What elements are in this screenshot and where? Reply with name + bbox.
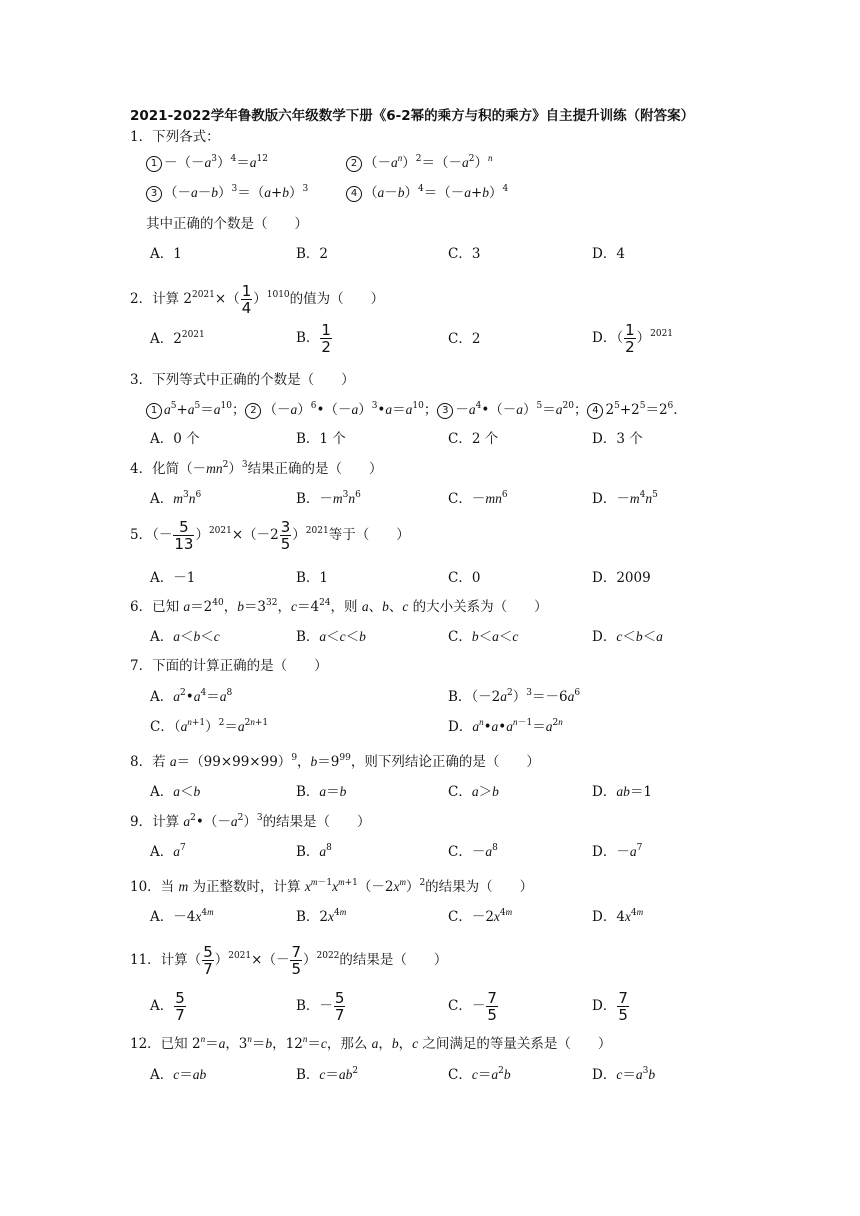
q1-item-2: 2 $(-a^n)^2=(-a^2)^n$	[346, 154, 492, 172]
q5-option-b: B．1	[296, 570, 329, 586]
q4-option-b: B．$-m^3n^6$	[296, 490, 361, 507]
q6-option-b: B．a＜c＜b	[296, 629, 366, 645]
q3-statements: 1 $a^5+a^5=a^{10}$； 2 $(-a)^6•(-a)^3•a=a^{10}$； $3 -a^4•(-a)^5=a^{20}$； 4 $2^5+2^5=2^6$.	[146, 401, 678, 419]
q3-option-a: A．0 个	[150, 431, 200, 447]
q1-stem: 1．下列各式：	[130, 129, 220, 145]
q11-option-b: B．－ $\frac{5}{7}$	[296, 989, 345, 1024]
q2-option-c: C．2	[448, 331, 481, 347]
q7-option-a: A．$a^2•a^4=a^8$	[150, 688, 233, 705]
q3-option-c: C．2 个	[448, 431, 499, 447]
q3-option-d: D．3 个	[592, 431, 643, 447]
q10-option-d: D．$4x^{4m}$	[592, 907, 644, 925]
q8-option-c: C．a＞b	[448, 784, 499, 800]
q12-option-b: B．$c=ab^2$	[296, 1066, 359, 1083]
q9-stem: 9．计算 $a^2•(-a^2)^3$的结果是（ ）	[130, 813, 371, 830]
q2-stem: 2．计算 $2^{2021}\times$（ $\frac{1}{4}$ ）$^{1010}$的值为（ ）	[130, 282, 385, 317]
q8-option-b: B．a＝b	[296, 784, 347, 800]
document-title: 2021-2022学年鲁教版六年级数学下册《6-2幂的乘方与积的乘方》自主提升训练（附答案）	[130, 108, 695, 124]
q9-option-a: A．$a^7$	[150, 843, 186, 860]
q4-stem: 4．化简$(-mn^2)^3$结果正确的是（ ）	[130, 460, 383, 477]
q7-option-b: B．$(-2a^2)^3=-6a^6$	[448, 688, 581, 705]
q12-option-c: C．$c=a^2b$	[448, 1066, 511, 1083]
q1-option-d: D．4	[592, 246, 625, 262]
q11-option-c: C．－ $\frac{7}{5}$	[448, 989, 497, 1024]
q12-option-d: D．$c=a^3b$	[592, 1066, 656, 1083]
q1-option-c: C．3	[448, 246, 481, 262]
q9-option-b: B．$a^8$	[296, 843, 332, 860]
q10-stem: 10．当 m 为正整数时，计算 $x^{m-1}x^{m+1}(-2x^m)^2$的结果为（ ）	[130, 877, 534, 895]
q3-option-b: B．1 个	[296, 431, 346, 447]
q4-option-d: D．$-m^4n^5$	[592, 490, 658, 507]
q10-option-a: A．$-4x^{4m}$	[150, 907, 214, 925]
q6-stem: 6．已知 $a=2^{40}$，$b=3^{32}$，$c=4^{24}$，则 a、b、c 的大小关系为（ ）	[130, 598, 548, 615]
q5-option-d: D．2009	[592, 570, 651, 586]
q2-option-d: D．（ $\frac{1}{2}$ ）$^{2021}$	[592, 321, 674, 356]
q7-option-c: C．$(a^{n+1})^2=a^{2n+1}$	[150, 717, 269, 735]
q4-option-a: A．$m^3n^6$	[150, 490, 202, 507]
q12-stem: 12．已知 $2^n=a$，$3^n=b$，$12^n=c$，那么 a，b，c 之间满足的等量关系是（ ）	[130, 1034, 612, 1052]
q8-option-d: D．ab＝1	[592, 784, 652, 800]
q6-option-d: D．c＜b＜a	[592, 629, 663, 645]
q11-stem: 11．计算（ $\frac{5}{7}$ ）$^{2021}$×（－ $\frac{7}{5}$ ）$^{2022}$的结果是（ ）	[130, 943, 448, 978]
q2-option-a: A．$2^{2021}$	[150, 330, 205, 347]
q1-option-b: B．2	[296, 246, 329, 262]
q10-option-b: B．$2x^{4m}$	[296, 907, 347, 925]
q1-option-a: A．1	[150, 246, 182, 262]
q1-ask: 其中正确的个数是（ ）	[146, 216, 308, 232]
q7-stem: 7．下面的计算正确的是（ ）	[130, 658, 328, 674]
q5-stem: 5．（－ $\frac{5}{13}$ ）$^{2021}$×（－2 $\frac{3}{5}$ ）$^{2021}$等于（ ）	[130, 518, 410, 553]
q3-stem: 3．下列等式中正确的个数是（ ）	[130, 372, 355, 388]
q8-option-a: A．a＜b	[150, 784, 201, 800]
q5-option-a: A．－1	[150, 570, 196, 586]
q1-item-3: 3 $(-a-b)^3=(a+b)^3$	[146, 184, 308, 202]
q9-option-d: D．$-a^7$	[592, 843, 643, 860]
q4-option-c: C．$-mn^6$	[448, 490, 508, 507]
q12-option-a: A．c＝ab	[150, 1067, 207, 1083]
q11-option-a: A． $\frac{5}{7}$	[150, 989, 185, 1024]
q5-option-c: C．0	[448, 570, 481, 586]
q2-option-b: B． $\frac{1}{2}$	[296, 321, 331, 356]
q11-option-d: D． $\frac{7}{5}$	[592, 989, 628, 1024]
q8-stem: 8．若 $a=(99\times 99\times 99)^9$，$b=9^{99}$，则下列结论正确的是（ ）	[130, 753, 540, 770]
q6-option-a: A．a＜b＜c	[150, 629, 220, 645]
q10-option-c: C．$-2x^{4m}$	[448, 907, 513, 925]
q6-option-c: C．b＜a＜c	[448, 629, 519, 645]
q7-option-d: D．$a^n•a•a^{n-1}=a^{2n}$	[448, 717, 563, 735]
q9-option-c: C．$-a^8$	[448, 843, 498, 860]
q1-item-1: $1 -(-a^3)^4=a^{12}$	[146, 154, 268, 172]
q1-item-4: 4 $(a-b)^4=(-a+b)^4$	[346, 184, 508, 202]
